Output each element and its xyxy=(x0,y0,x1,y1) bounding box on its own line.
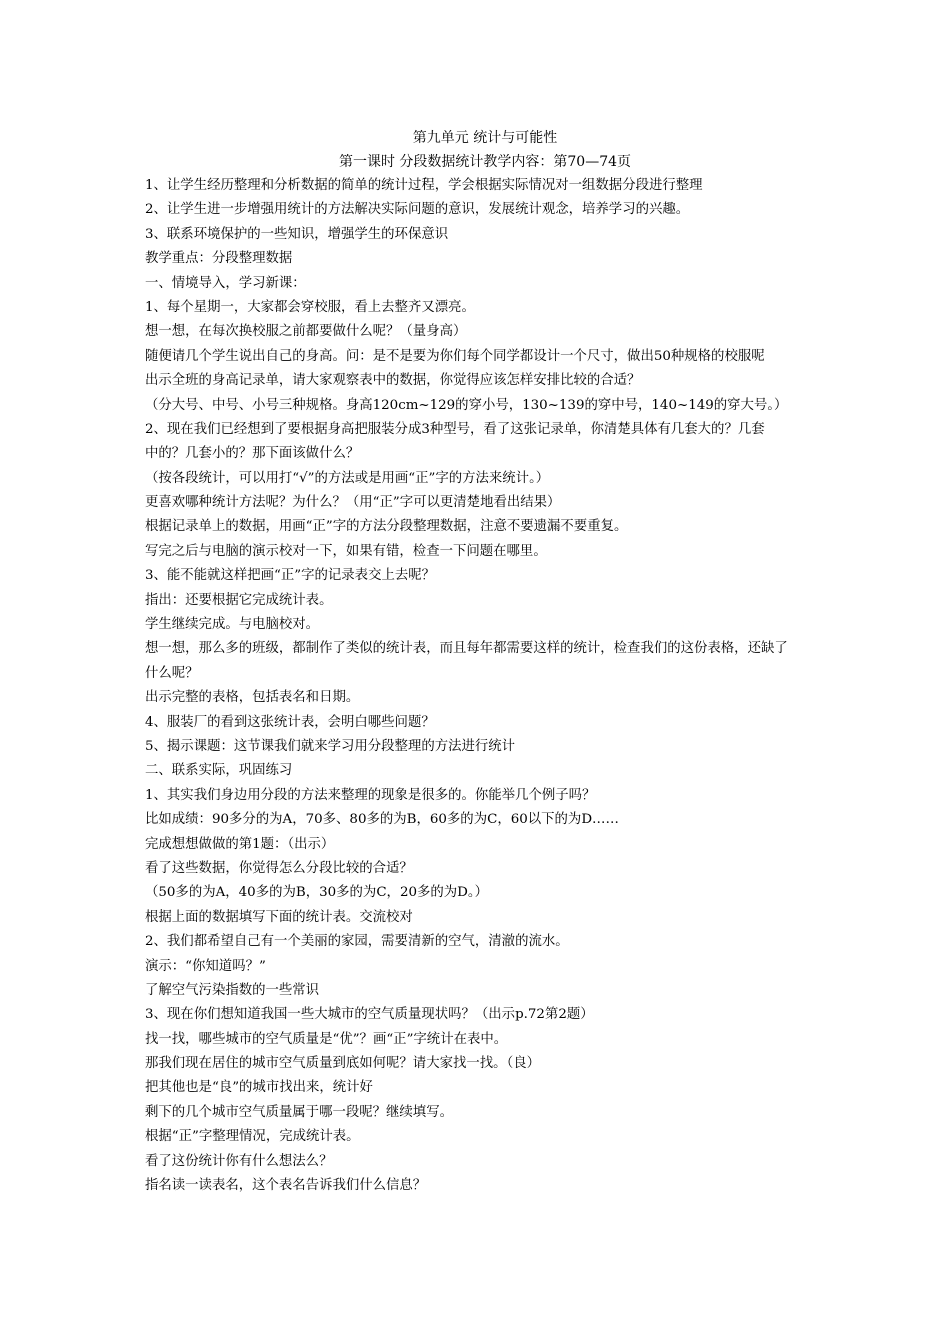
text-line: 教学重点：分段整理数据 xyxy=(145,251,293,267)
text-line: 5、揭示课题：这节课我们就来学习用分段整理的方法进行统计 xyxy=(145,738,516,754)
text-line: 指出：还要根据它完成统计表。 xyxy=(145,592,333,608)
text-line: 找一找，哪些城市的空气质量是“优”？画“正”字统计在表中。 xyxy=(145,1031,508,1047)
text-line: 3、能不能就这样把画“正”字的记录表交上去呢？ xyxy=(145,568,436,584)
text-line: 随便请几个学生说出自己的身高。问：是不是要为你们每个同学都设计一个尺寸，做出50种规格的校服呢 xyxy=(145,348,765,364)
text-line: 1、每个星期一，大家都会穿校服，看上去整齐又漂亮。 xyxy=(145,299,475,315)
text-line: 什么呢？ xyxy=(145,665,199,681)
text-line: 3、联系环境保护的一些知识，增强学生的环保意识 xyxy=(145,226,449,242)
text-line: 一、情境导入，学习新课： xyxy=(145,275,306,291)
document-body xyxy=(145,174,825,1198)
text-line: 2、让学生进一步增强用统计的方法解决实际问题的意识，发展统计观念，培养学习的兴趣。 xyxy=(145,202,690,218)
document-page xyxy=(145,126,825,1198)
text-line: 2、现在我们已经想到了要根据身高把服装分成3种型号，看了这张记录单，你清楚具体有几套大的？几套 xyxy=(145,421,765,437)
text-line: 了解空气污染指数的一些常识 xyxy=(145,982,320,998)
text-line: 完成想想做做的第1题：（出示） xyxy=(145,836,335,852)
unit-title: 第九单元 统计与可能性 xyxy=(412,130,558,146)
text-line: 写完之后与电脑的演示校对一下，如果有错，检查一下问题在哪里。 xyxy=(145,543,547,559)
text-line: （分大号、中号、小号三种规格。身高120cm~129的穿小号，130~139的穿中号，140~149的穿大号。） xyxy=(145,397,788,413)
text-line: 演示：“你知道吗？” xyxy=(145,958,266,974)
text-line: 1、其实我们身边用分段的方法来整理的现象是很多的。你能举几个例子吗？ xyxy=(145,787,596,803)
lesson-subtitle: 第一课时 分段数据统计教学内容：第70—74页 xyxy=(338,154,632,170)
text-line: 学生继续完成。与电脑校对。 xyxy=(145,617,320,633)
text-line: 剩下的几个城市空气质量属于哪一段呢？继续填写。 xyxy=(145,1104,453,1120)
text-line: 指名读一读表名，这个表名告诉我们什么信息？ xyxy=(145,1178,427,1194)
text-line: 看了这些数据，你觉得怎么分段比较的合适？ xyxy=(145,860,413,876)
text-line: 更喜欢哪种统计方法呢？为什么？（用“正”字可以更清楚地看出结果） xyxy=(145,495,561,511)
text-line: 看了这份统计你有什么想法么？ xyxy=(145,1153,333,1169)
text-line: 想一想，那么多的班级，都制作了类似的统计表，而且每年都需要这样的统计，检查我们的这份表格，还缺了 xyxy=(145,641,788,657)
text-line: 根据上面的数据填写下面的统计表。交流校对 xyxy=(145,909,413,925)
text-line: 中的？几套小的？那下面该做什么？ xyxy=(145,446,360,462)
text-line: 把其他也是“良”的城市找出来，统计好 xyxy=(145,1080,373,1096)
text-line: 1、让学生经历整理和分析数据的简单的统计过程，学会根据实际情况对一组数据分段进行整理 xyxy=(145,178,703,193)
text-line: 根据记录单上的数据，用画“正”字的方法分段整理数据，注意不要遗漏不要重复。 xyxy=(145,519,628,535)
text-line: 2、我们都希望自己有一个美丽的家园，需要清新的空气，清澈的流水。 xyxy=(145,934,569,950)
text-line: 根据“正”字整理情况，完成统计表。 xyxy=(145,1129,360,1145)
text-line: 二、联系实际，巩固练习 xyxy=(145,763,293,779)
text-line: （50多的为A，40多的为B，30多的为C，20多的为D。） xyxy=(145,885,488,901)
text-line: 比如成绩：90多分的为A，70多、80多的为B，60多的为C，60以下的为D…… xyxy=(145,812,619,828)
text-line: 4、服装厂的看到这张统计表，会明白哪些问题？ xyxy=(145,714,435,730)
text-line: （按各段统计，可以用打“√”的方法或是用画“正”字的方法来统计。） xyxy=(145,470,550,486)
text-line: 那我们现在居住的城市空气质量到底如何呢？请大家找一找。（良） xyxy=(145,1056,541,1072)
text-line: 3、现在你们想知道我国一些大城市的空气质量现状吗？（出示p.72第2题） xyxy=(145,1007,594,1023)
text-line: 出示全班的身高记录单，请大家观察表中的数据，你觉得应该怎样安排比较的合适？ xyxy=(145,373,641,389)
text-line: 出示完整的表格，包括表名和日期。 xyxy=(145,690,360,706)
text-line: 想一想，在每次换校服之前都要做什么呢？（量身高） xyxy=(145,324,467,340)
